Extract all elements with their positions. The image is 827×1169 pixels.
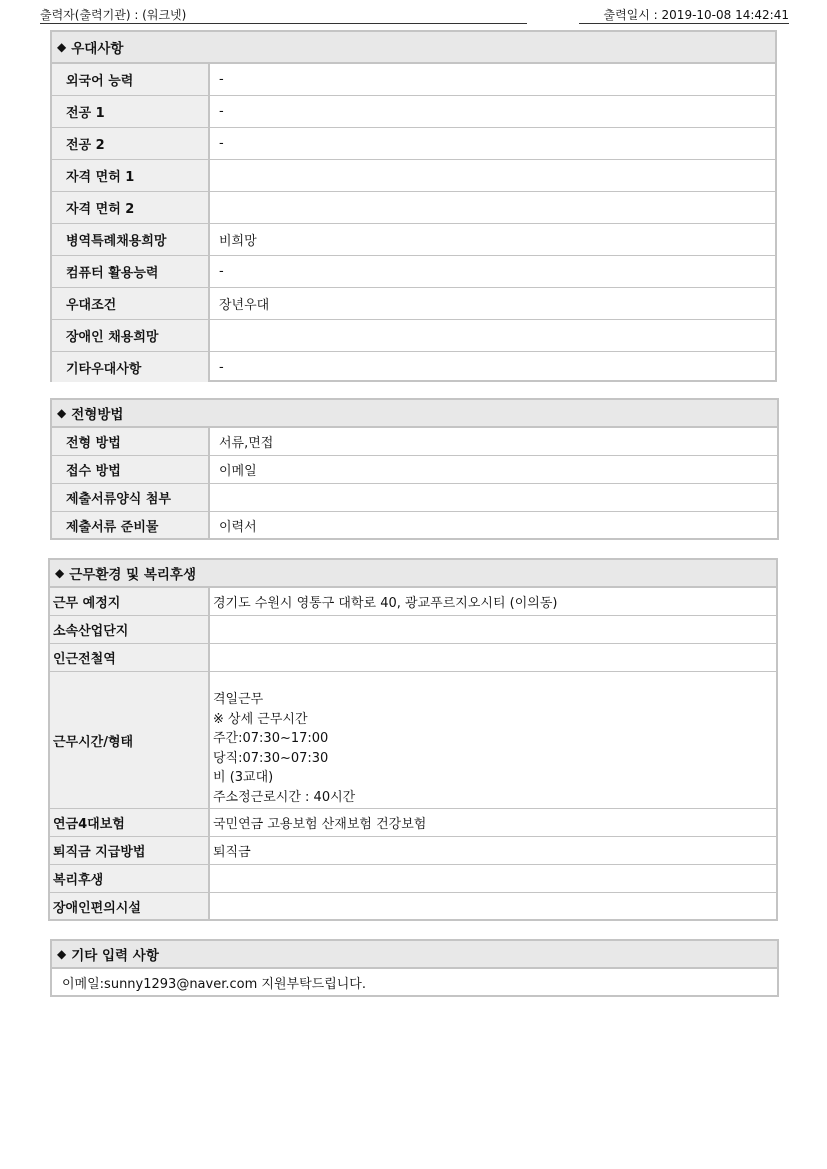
- table-row: [50, 809, 776, 837]
- row-label: 기타우대사항: [52, 352, 210, 382]
- row-label: 제출서류 준비물: [52, 512, 210, 538]
- row-label: 근무 예정지: [50, 588, 210, 615]
- section-title: [52, 32, 775, 64]
- row-value: [210, 616, 776, 643]
- row-value: 퇴직금: [213, 845, 251, 860]
- table-row: [52, 456, 777, 484]
- header-rule-right: [579, 23, 789, 24]
- row-value: 서류,면접: [219, 436, 274, 451]
- section-selection-method: [50, 398, 779, 540]
- table-row: [52, 288, 775, 320]
- row-value: -: [219, 264, 224, 279]
- section-title-text: 기타 입력 사항: [71, 948, 159, 964]
- row-value: [210, 320, 775, 351]
- row-label: 컴퓨터 활용능력: [52, 256, 210, 287]
- row-value: 국민연금 고용보험 산재보험 건강보험: [213, 817, 427, 832]
- table-row: [52, 512, 777, 538]
- table-row: [50, 644, 776, 672]
- row-label: 자격 면허 2: [52, 192, 210, 223]
- diamond-icon: ◆: [57, 40, 67, 54]
- row-label: 외국어 능력: [52, 64, 210, 95]
- row-label: 퇴직금 지급방법: [50, 837, 210, 864]
- row-label: 복리후생: [50, 865, 210, 892]
- work-hours-line: ※ 상세 근무시간: [213, 711, 308, 727]
- work-hours-line: 비 (3교대): [213, 770, 274, 785]
- row-label: 자격 면허 1: [52, 160, 210, 191]
- row-label: 장애인 채용희망: [52, 320, 210, 351]
- other-input-text: 이메일:sunny1293@naver.com 지원부탁드립니다.: [62, 976, 366, 992]
- work-hours-line: 주소정근로시간 : 40시간: [213, 789, 356, 805]
- print-datetime: 출력일시 : 2019-10-08 14:42:41: [603, 8, 789, 22]
- diamond-icon: ◆: [57, 947, 67, 961]
- section-preferences: [50, 30, 777, 382]
- row-value: 장년우대: [219, 298, 270, 313]
- row-label: 병역특례채용희망: [52, 224, 210, 255]
- row-label: 근무시간/형태: [50, 672, 210, 808]
- row-label: 접수 방법: [52, 456, 210, 483]
- row-value: [210, 484, 777, 511]
- row-value: [210, 160, 775, 191]
- table-row: [50, 616, 776, 644]
- section-title-text: 근무환경 및 복리후생: [69, 567, 197, 583]
- table-row: [52, 64, 775, 96]
- row-label: 전공 2: [52, 128, 210, 159]
- printer-info: 출력자(출력기관) : (워크넷): [40, 8, 187, 22]
- print-header: [40, 6, 789, 24]
- row-label: 장애인편의시설: [50, 893, 210, 919]
- table-row: [52, 352, 775, 382]
- row-value: [210, 644, 776, 671]
- row-label: 전공 1: [52, 96, 210, 127]
- table-row: [52, 96, 775, 128]
- row-label: 연금4대보험: [50, 809, 210, 836]
- row-value: [210, 192, 775, 223]
- row-label: 제출서류양식 첨부: [52, 484, 210, 511]
- diamond-icon: ◆: [57, 406, 67, 420]
- section-title-text: 전형방법: [71, 407, 124, 423]
- row-value: -: [219, 359, 224, 375]
- table-row: [52, 256, 775, 288]
- table-row: [52, 128, 775, 160]
- row-value: [210, 893, 776, 919]
- table-row: [50, 837, 776, 865]
- row-value: 경기도 수원시 영통구 대학로 40, 광교푸르지오시티 (이의동): [213, 596, 558, 611]
- work-hours-line: 당직:07:30~07:30: [213, 750, 329, 766]
- work-hours-value: [210, 672, 776, 808]
- row-value: -: [219, 104, 224, 119]
- table-row: [52, 192, 775, 224]
- row-label: 우대조건: [52, 288, 210, 319]
- row-value: 이력서: [219, 519, 257, 535]
- row-value: -: [219, 136, 224, 151]
- row-value: 이메일: [219, 464, 257, 479]
- row-value: [210, 865, 776, 892]
- work-hours-line: 주간:07:30~17:00: [213, 731, 329, 746]
- table-row: [52, 224, 775, 256]
- table-row: [52, 428, 777, 456]
- diamond-icon: ◆: [55, 566, 65, 580]
- row-value: -: [219, 72, 224, 87]
- table-row: [52, 484, 777, 512]
- row-label: 전형 방법: [52, 428, 210, 455]
- table-row: [52, 160, 775, 192]
- section-work-environment: [48, 558, 778, 921]
- section-title: [52, 941, 777, 969]
- table-row: [50, 672, 776, 809]
- row-label: 인근전철역: [50, 644, 210, 671]
- row-label: 소속산업단지: [50, 616, 210, 643]
- row-value: 비희망: [219, 234, 257, 249]
- table-row: [50, 893, 776, 919]
- section-other-input: [50, 939, 779, 997]
- table-row: [52, 320, 775, 352]
- section-title: [50, 560, 776, 588]
- section-title: [52, 400, 777, 428]
- table-row: [50, 865, 776, 893]
- table-row: [50, 588, 776, 616]
- section-title-text: 우대사항: [71, 41, 124, 57]
- work-hours-line: 격일근무: [213, 692, 264, 707]
- header-rule-left: [40, 23, 527, 24]
